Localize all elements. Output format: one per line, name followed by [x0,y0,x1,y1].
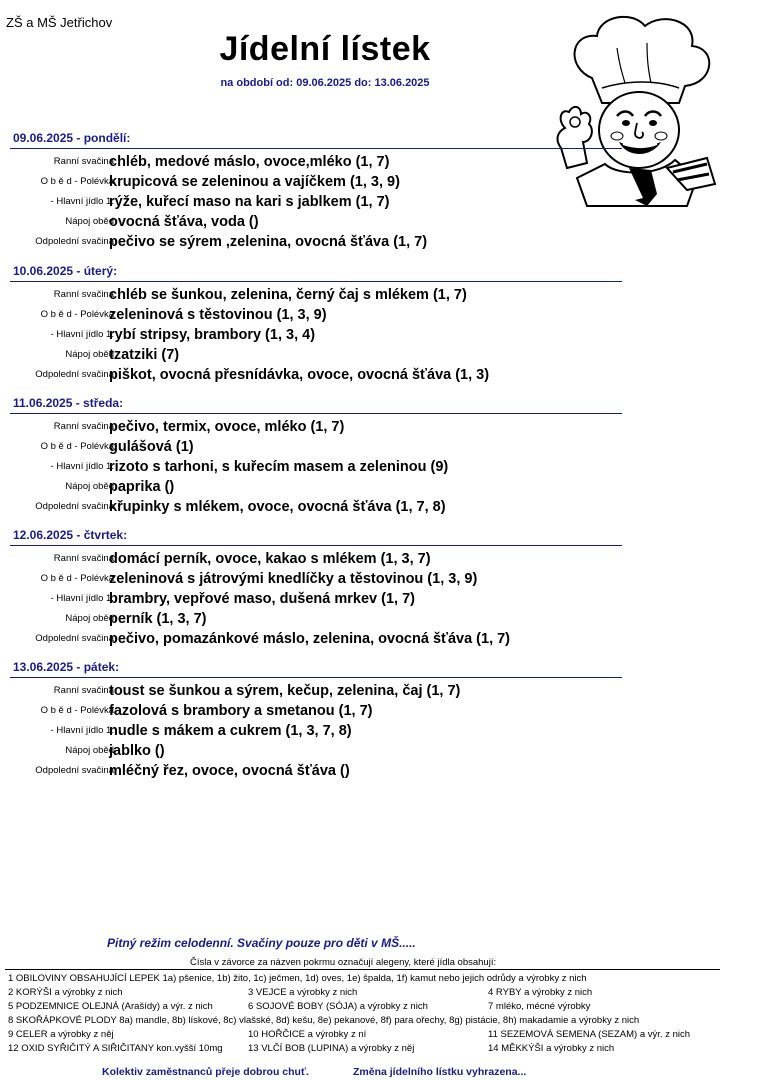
meal-text: gulášová (1) [109,439,194,455]
meal-row [10,193,622,213]
period: na období od: 09.06.2025 do: 13.06.2025 [220,77,430,89]
meal-row [10,590,622,610]
meal-row [10,306,622,326]
allergen-item: 7 mléko, mécné výrobky [488,1001,591,1012]
day-header: 11.06.2025 - středa: [10,396,622,414]
meal-label: Ranní svačina [53,553,114,564]
meal-label: - Hlavní jídlo 1. [50,593,114,604]
meal-row [10,610,622,630]
meal-label: Ranní svačina [53,156,114,167]
meal-text: pečivo, pomazánkové máslo, zelenina, ovocná šťáva (1, 7) [109,631,511,647]
meal-text: chléb se šunkou, zelenina, černý čaj s mlékem (1, 7) [109,287,467,303]
meal-text: křupinky s mlékem, ovoce, ovocná šťáva (1, 7, 8) [109,499,446,515]
meal-text: tzatziki (7) [109,347,180,363]
meal-text: jablko () [109,743,165,759]
meal-label: Ranní svačina [53,289,114,300]
page-title: Jídelní lístek [219,30,431,68]
day-block [10,264,622,386]
allergen-item: 3 VEJCE a výrobky z nich [248,987,358,998]
meal-row [10,762,622,782]
meal-label: - Hlavní jídlo 1. [50,196,114,207]
footer-disclaimer: Změna jídelního lístku vyhrazena... [353,1066,527,1078]
meal-row [10,550,622,570]
meal-text: krupicová se zeleninou a vajíčkem (1, 3, 9) [109,174,400,190]
allergen-item: 11 SEZEMOVÁ SEMENA (SEZAM) a výr. z nich [488,1029,691,1040]
meal-row [10,478,622,498]
meal-row [10,630,622,650]
meal-label: Nápoj oběd [65,613,114,624]
meal-row [10,173,622,193]
meal-label: Odpolední svačina [35,369,114,380]
meal-row [10,722,622,742]
meal-text: domácí perník, ovoce, kakao s mlékem (1, 3, 7) [109,551,431,567]
meal-row [10,346,622,366]
meal-row [10,213,622,233]
meal-label: Odpolední svačina [35,633,114,644]
school-name: ZŠ a MŠ Jetřichov [6,15,113,30]
meal-label: Odpolední svačina [35,765,114,776]
meal-label: O b ě d - Polévka [40,176,114,187]
allergen-item: 14 MĚKKÝŠI a výrobky z nich [488,1043,615,1054]
meal-label: O b ě d - Polévka [40,309,114,320]
meal-text: zeleninová s těstovinou (1, 3, 9) [109,307,327,323]
day-header: 09.06.2025 - pondělí: [10,131,622,149]
meal-row [10,498,622,518]
meal-label: Odpolední svačina [35,236,114,247]
meal-label: Ranní svačina [53,685,114,696]
day-block [10,660,622,782]
meal-label: Nápoj oběd [65,349,114,360]
meal-label: O b ě d - Polévka [40,705,114,716]
meal-row [10,742,622,762]
meal-text: fazolová s brambory a smetanou (1, 7) [109,703,373,719]
drinking-note: Pitný režim celodenní. Svačiny pouze pro děti v MŠ..... [107,936,416,950]
allergen-item: 4 RYBY a výrobky z nich [488,987,593,998]
allergen-item: 12 OXID SYŘIČITÝ A SIŘIČITANY kon.vyšší 10mg [8,1043,223,1054]
meal-label: - Hlavní jídlo 1. [50,329,114,340]
meal-label: Nápoj oběd [65,216,114,227]
meal-row [10,682,622,702]
meal-label: - Hlavní jídlo 1. [50,461,114,472]
allergen-title: Čísla v závorce za názven pokrmu označují alegeny, které jídla obsahují: [190,957,497,968]
meal-text: toust se šunkou a sýrem, kečup, zelenina, čaj (1, 7) [109,683,461,699]
meal-row [10,286,622,306]
allergen-item: 6 SOJOVÉ BOBY (SÓJA) a výrobky z nich [248,1001,428,1012]
meal-text: ovocná šťáva, voda () [109,214,259,230]
day-block [10,396,622,518]
meal-text: piškot, ovocná přesnídávka, ovoce, ovocná šťáva (1, 3) [109,367,490,383]
meal-row [10,458,622,478]
meal-text: zeleninová s játrovými knedlíčky a těstovinou (1, 3, 9) [109,571,478,587]
meal-label: Nápoj oběd [65,481,114,492]
meal-row [10,570,622,590]
meal-text: pečivo, termix, ovoce, mléko (1, 7) [109,419,345,435]
meal-label: Ranní svačina [53,421,114,432]
meal-label: Nápoj oběd [65,745,114,756]
meal-row [10,326,622,346]
day-block [10,131,622,253]
meal-row [10,702,622,722]
meal-row [10,233,622,253]
meal-label: O b ě d - Polévka [40,573,114,584]
allergen-item: 10 HOŘČICE a výrobky z ní [248,1029,367,1040]
meal-text: chléb, medové máslo, ovoce,mléko (1, 7) [109,154,390,170]
meal-text: nudle s mákem a cukrem (1, 3, 7, 8) [109,723,352,739]
allergen-item: 5 PODZEMNICE OLEJNÁ (Arašídy) a výr. z nich [8,1001,213,1012]
allergen-item: 8 SKOŘÁPKOVÉ PLODY 8a) mandle, 8b) lískové, 8c) vlašské, 8d) kešu, 8e) pekanové, 8f) para ořechy, 8g) pistácie, 8h) makadamie a výrobky z nich [8,1015,640,1026]
meal-row [10,438,622,458]
meal-label: Odpolední svačina [35,501,114,512]
meal-row [10,153,622,173]
meal-text: rizoto s tarhoni, s kuřecím masem a zeleninou (9) [109,459,449,475]
day-block [10,528,622,650]
day-header: 13.06.2025 - pátek: [10,660,622,678]
meal-row [10,366,622,386]
meal-text: rýže, kuřecí maso na kari s jablkem (1, 7) [109,194,390,210]
meal-text: brambry, vepřové maso, dušená mrkev (1, 7) [109,591,415,607]
meal-text: rybí stripsy, brambory (1, 3, 4) [109,327,316,343]
meal-text: mléčný řez, ovoce, ovocná šťáva () [109,763,350,779]
allergen-divider [5,969,720,970]
meal-text: pečivo se sýrem ,zelenina, ovocná šťáva (1, 7) [109,234,428,250]
allergen-item: 13 VLČÍ BOB (LUPINA) a výrobky z něj [248,1043,415,1054]
meal-row [10,418,622,438]
allergen-item: 9 CELER a výrobky z něj [8,1029,114,1040]
footer-wish: Kolektiv zaměstnanců přeje dobrou chuť. [102,1066,309,1078]
allergen-item: 2 KORÝŠI a výrobky z nich [8,987,123,998]
meal-label: O b ě d - Polévka [40,441,114,452]
day-header: 12.06.2025 - čtvrtek: [10,528,622,546]
meal-label: - Hlavní jídlo 1. [50,725,114,736]
allergen-item: 1 OBILOVINY OBSAHUJÍCÍ LEPEK 1a) pšenice, 1b) žito, 1c) ječmen, 1d) oves, 1e) špalda, 1f) kamut nebo jejich odrůdy a výrobky z nich [8,973,587,984]
day-header: 10.06.2025 - úterý: [10,264,622,282]
meal-text: perník (1, 3, 7) [109,611,207,627]
meal-text: paprika () [109,479,175,495]
